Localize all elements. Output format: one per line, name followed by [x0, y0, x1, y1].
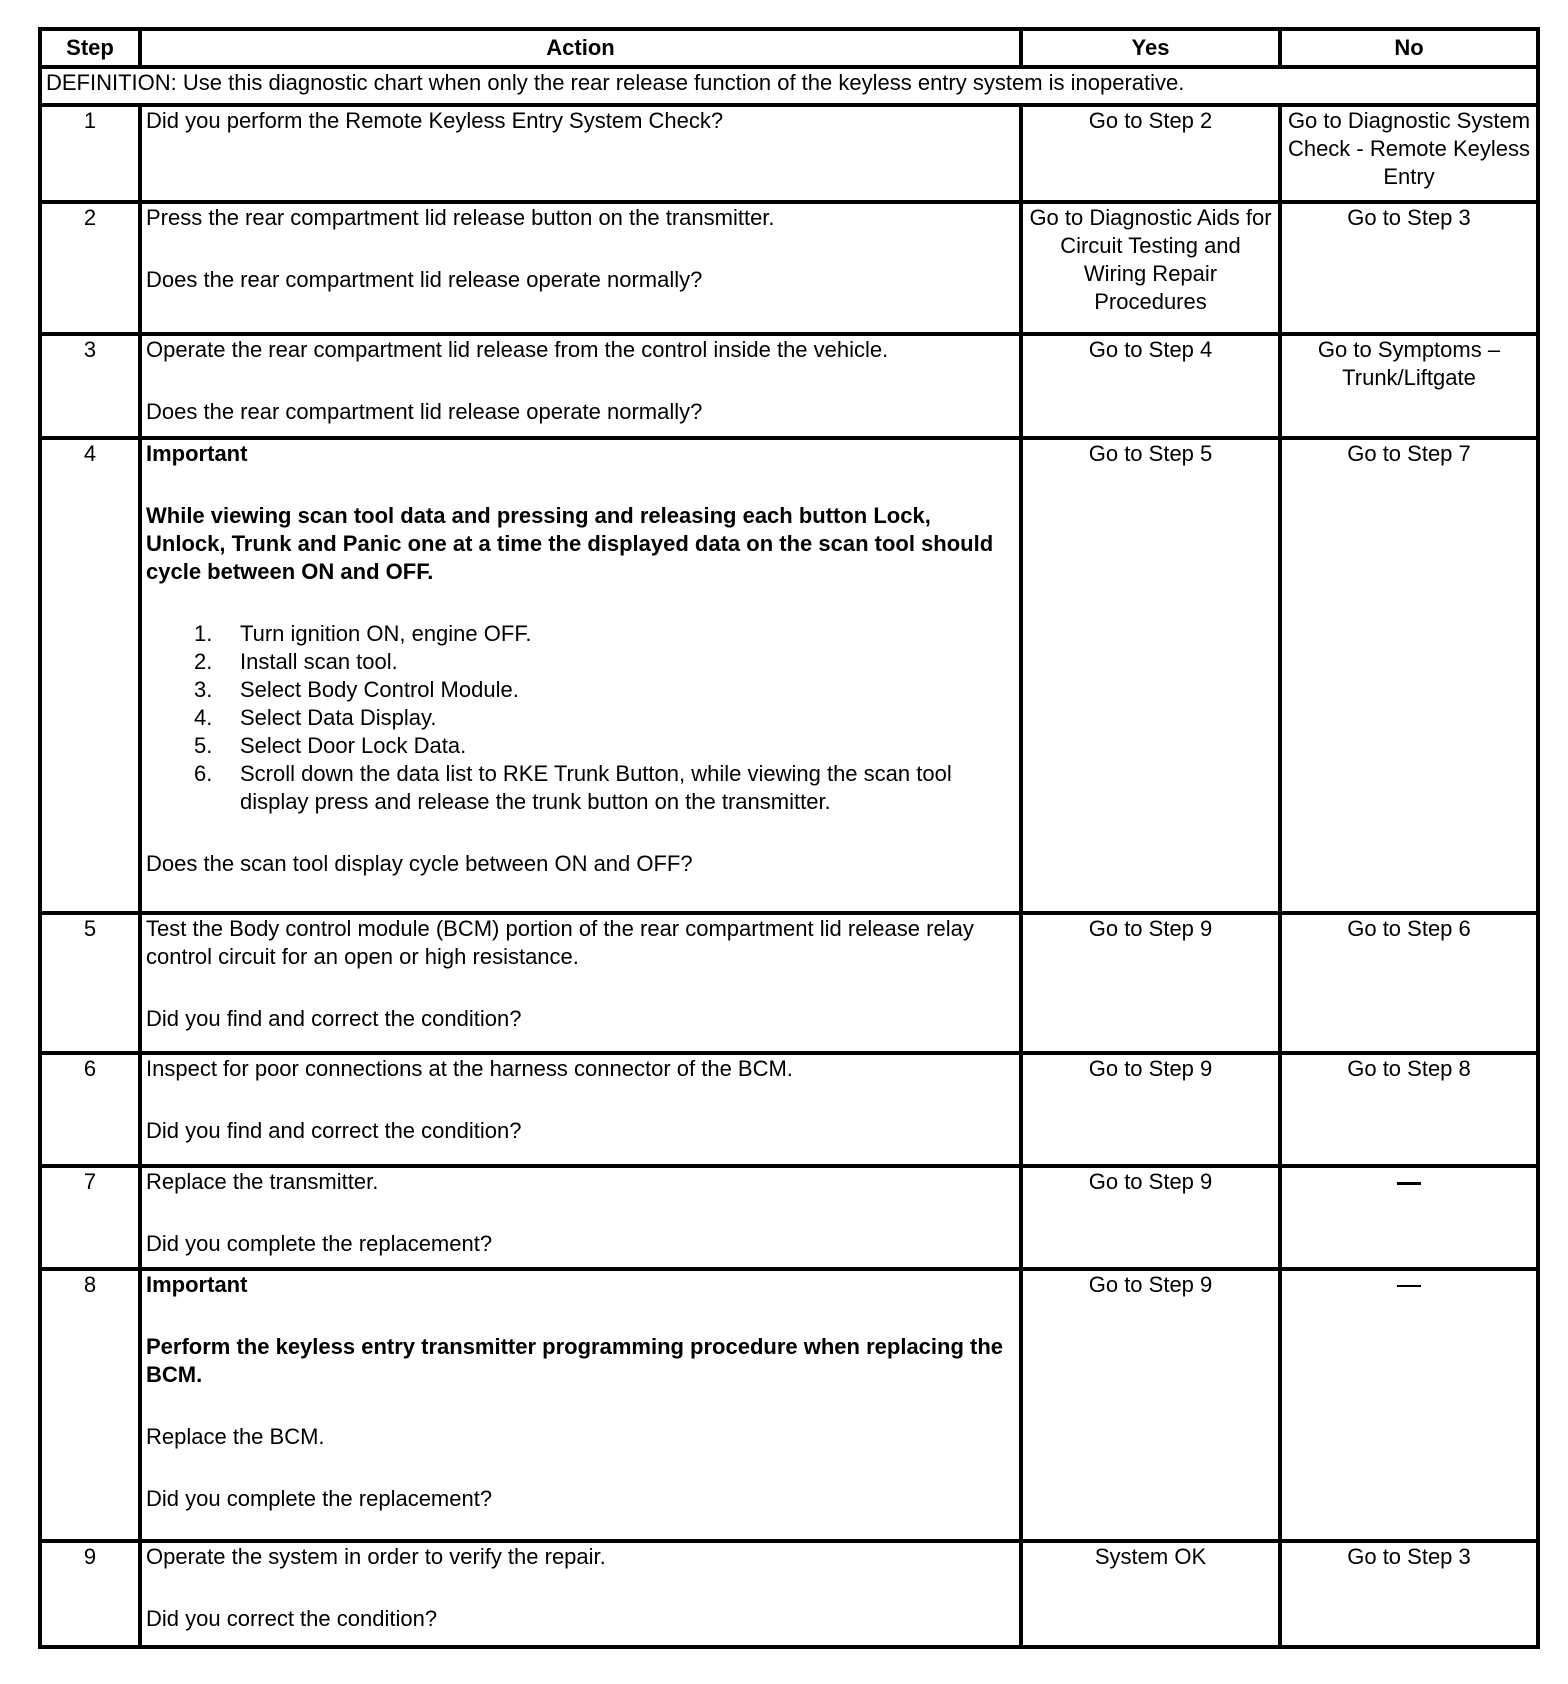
- action-instruction: Operate the system in order to verify the repair.: [146, 1544, 606, 1569]
- header-no: No: [1280, 29, 1538, 67]
- header-yes: Yes: [1021, 29, 1280, 67]
- yes-cell: System OK: [1021, 1541, 1280, 1647]
- step-number: 4: [40, 438, 140, 913]
- action-question: Does the rear compartment lid release operate normally?: [146, 399, 703, 424]
- list-item: 1. Turn ignition ON, engine OFF.: [194, 621, 532, 646]
- action-question: Does the rear compartment lid release operate normally?: [146, 267, 703, 292]
- no-cell: Go to Symptoms – Trunk/Liftgate: [1280, 334, 1538, 438]
- step-number: 3: [40, 334, 140, 438]
- action-cell: [140, 1053, 1021, 1166]
- dash-icon: [1397, 1182, 1421, 1185]
- step-number: 9: [40, 1541, 140, 1647]
- action-cell: [140, 1166, 1021, 1269]
- step-number: 1: [40, 105, 140, 202]
- important-note: Perform the keyless entry transmitter programming procedure when replacing the BCM.: [146, 1334, 1004, 1387]
- yes-cell: Go to Step 9: [1021, 913, 1280, 1053]
- step-number: 2: [40, 202, 140, 334]
- list-item: 6. Scroll down the data list to RKE Trunk Button, while viewing the scan tool display press and release the trunk button on the transmitter.: [194, 761, 952, 814]
- action-question: Did you complete the replacement?: [146, 1231, 493, 1256]
- action-cell: [140, 438, 1021, 913]
- table-row: [40, 1269, 1538, 1541]
- no-cell: Go to Step 3: [1280, 202, 1538, 334]
- definition-text: DEFINITION: Use this diagnostic chart when only the rear release function of the keyless entry system is inoperative.: [40, 67, 1538, 105]
- no-cell: Go to Diagnostic System Check - Remote Keyless Entry: [1280, 105, 1538, 202]
- no-cell: Go to Step 8: [1280, 1053, 1538, 1166]
- action-question: Did you find and correct the condition?: [146, 1118, 522, 1143]
- action-instruction: Press the rear compartment lid release button on the transmitter.: [146, 205, 775, 230]
- list-item: 5. Select Door Lock Data.: [194, 733, 467, 758]
- action-cell: [140, 334, 1021, 438]
- definition-row: [40, 67, 1538, 105]
- action-question: Did you complete the replacement?: [146, 1486, 493, 1511]
- list-item: 2. Install scan tool.: [194, 649, 398, 674]
- yes-cell: Go to Step 2: [1021, 105, 1280, 202]
- no-cell-dash: [1280, 1166, 1538, 1269]
- table-row: [40, 438, 1538, 913]
- yes-cell: Go to Step 9: [1021, 1166, 1280, 1269]
- table-header-row: [40, 29, 1538, 67]
- list-item: 4. Select Data Display.: [194, 705, 437, 730]
- no-cell: Go to Step 3: [1280, 1541, 1538, 1647]
- yes-cell: Go to Step 9: [1021, 1269, 1280, 1541]
- header-action: Action: [140, 29, 1021, 67]
- dash-icon: [1397, 1285, 1421, 1287]
- action-cell: [140, 202, 1021, 334]
- important-note: While viewing scan tool data and pressing and releasing each button Lock, Unlock, Trunk and Panic one at a time the displayed data on the scan tool should cycle between ON and OFF.: [146, 503, 994, 584]
- important-title: Important: [146, 1272, 248, 1297]
- procedure-list: [146, 620, 1015, 816]
- action-cell: [140, 913, 1021, 1053]
- table-row: [40, 1166, 1538, 1269]
- action-cell: [140, 1541, 1021, 1647]
- table-row: [40, 913, 1538, 1053]
- yes-cell: Go to Step 9: [1021, 1053, 1280, 1166]
- table-row: [40, 334, 1538, 438]
- action-cell: [140, 1269, 1021, 1541]
- step-number: 7: [40, 1166, 140, 1269]
- action-instruction: Inspect for poor connections at the harness connector of the BCM.: [146, 1056, 793, 1081]
- no-cell-dash: [1280, 1269, 1538, 1541]
- action-instruction: Replace the transmitter.: [146, 1169, 379, 1194]
- action-instruction: Replace the BCM.: [146, 1424, 325, 1449]
- table-row: [40, 1053, 1538, 1166]
- action-question: Does the scan tool display cycle between ON and OFF?: [146, 851, 693, 876]
- important-title: Important: [146, 441, 248, 466]
- action-instruction: Operate the rear compartment lid release from the control inside the vehicle.: [146, 337, 889, 362]
- no-cell: Go to Step 7: [1280, 438, 1538, 913]
- table-row: [40, 105, 1538, 202]
- list-item: 3. Select Body Control Module.: [194, 677, 519, 702]
- table-row: [40, 1541, 1538, 1647]
- yes-cell: Go to Step 5: [1021, 438, 1280, 913]
- action-question: Did you perform the Remote Keyless Entry System Check?: [146, 108, 724, 133]
- action-cell: [140, 105, 1021, 202]
- yes-cell: Go to Step 4: [1021, 334, 1280, 438]
- action-question: Did you find and correct the condition?: [146, 1006, 522, 1031]
- yes-cell: Go to Diagnostic Aids for Circuit Testing and Wiring Repair Procedures: [1021, 202, 1280, 334]
- step-number: 5: [40, 913, 140, 1053]
- diagnostic-chart-table: [38, 27, 1540, 1649]
- step-number: 8: [40, 1269, 140, 1541]
- no-cell: Go to Step 6: [1280, 913, 1538, 1053]
- action-question: Did you correct the condition?: [146, 1606, 438, 1631]
- header-step: Step: [40, 29, 140, 67]
- action-instruction: Test the Body control module (BCM) portion of the rear compartment lid release relay control circuit for an open or high resistance.: [146, 916, 974, 969]
- step-number: 6: [40, 1053, 140, 1166]
- table-row: [40, 202, 1538, 334]
